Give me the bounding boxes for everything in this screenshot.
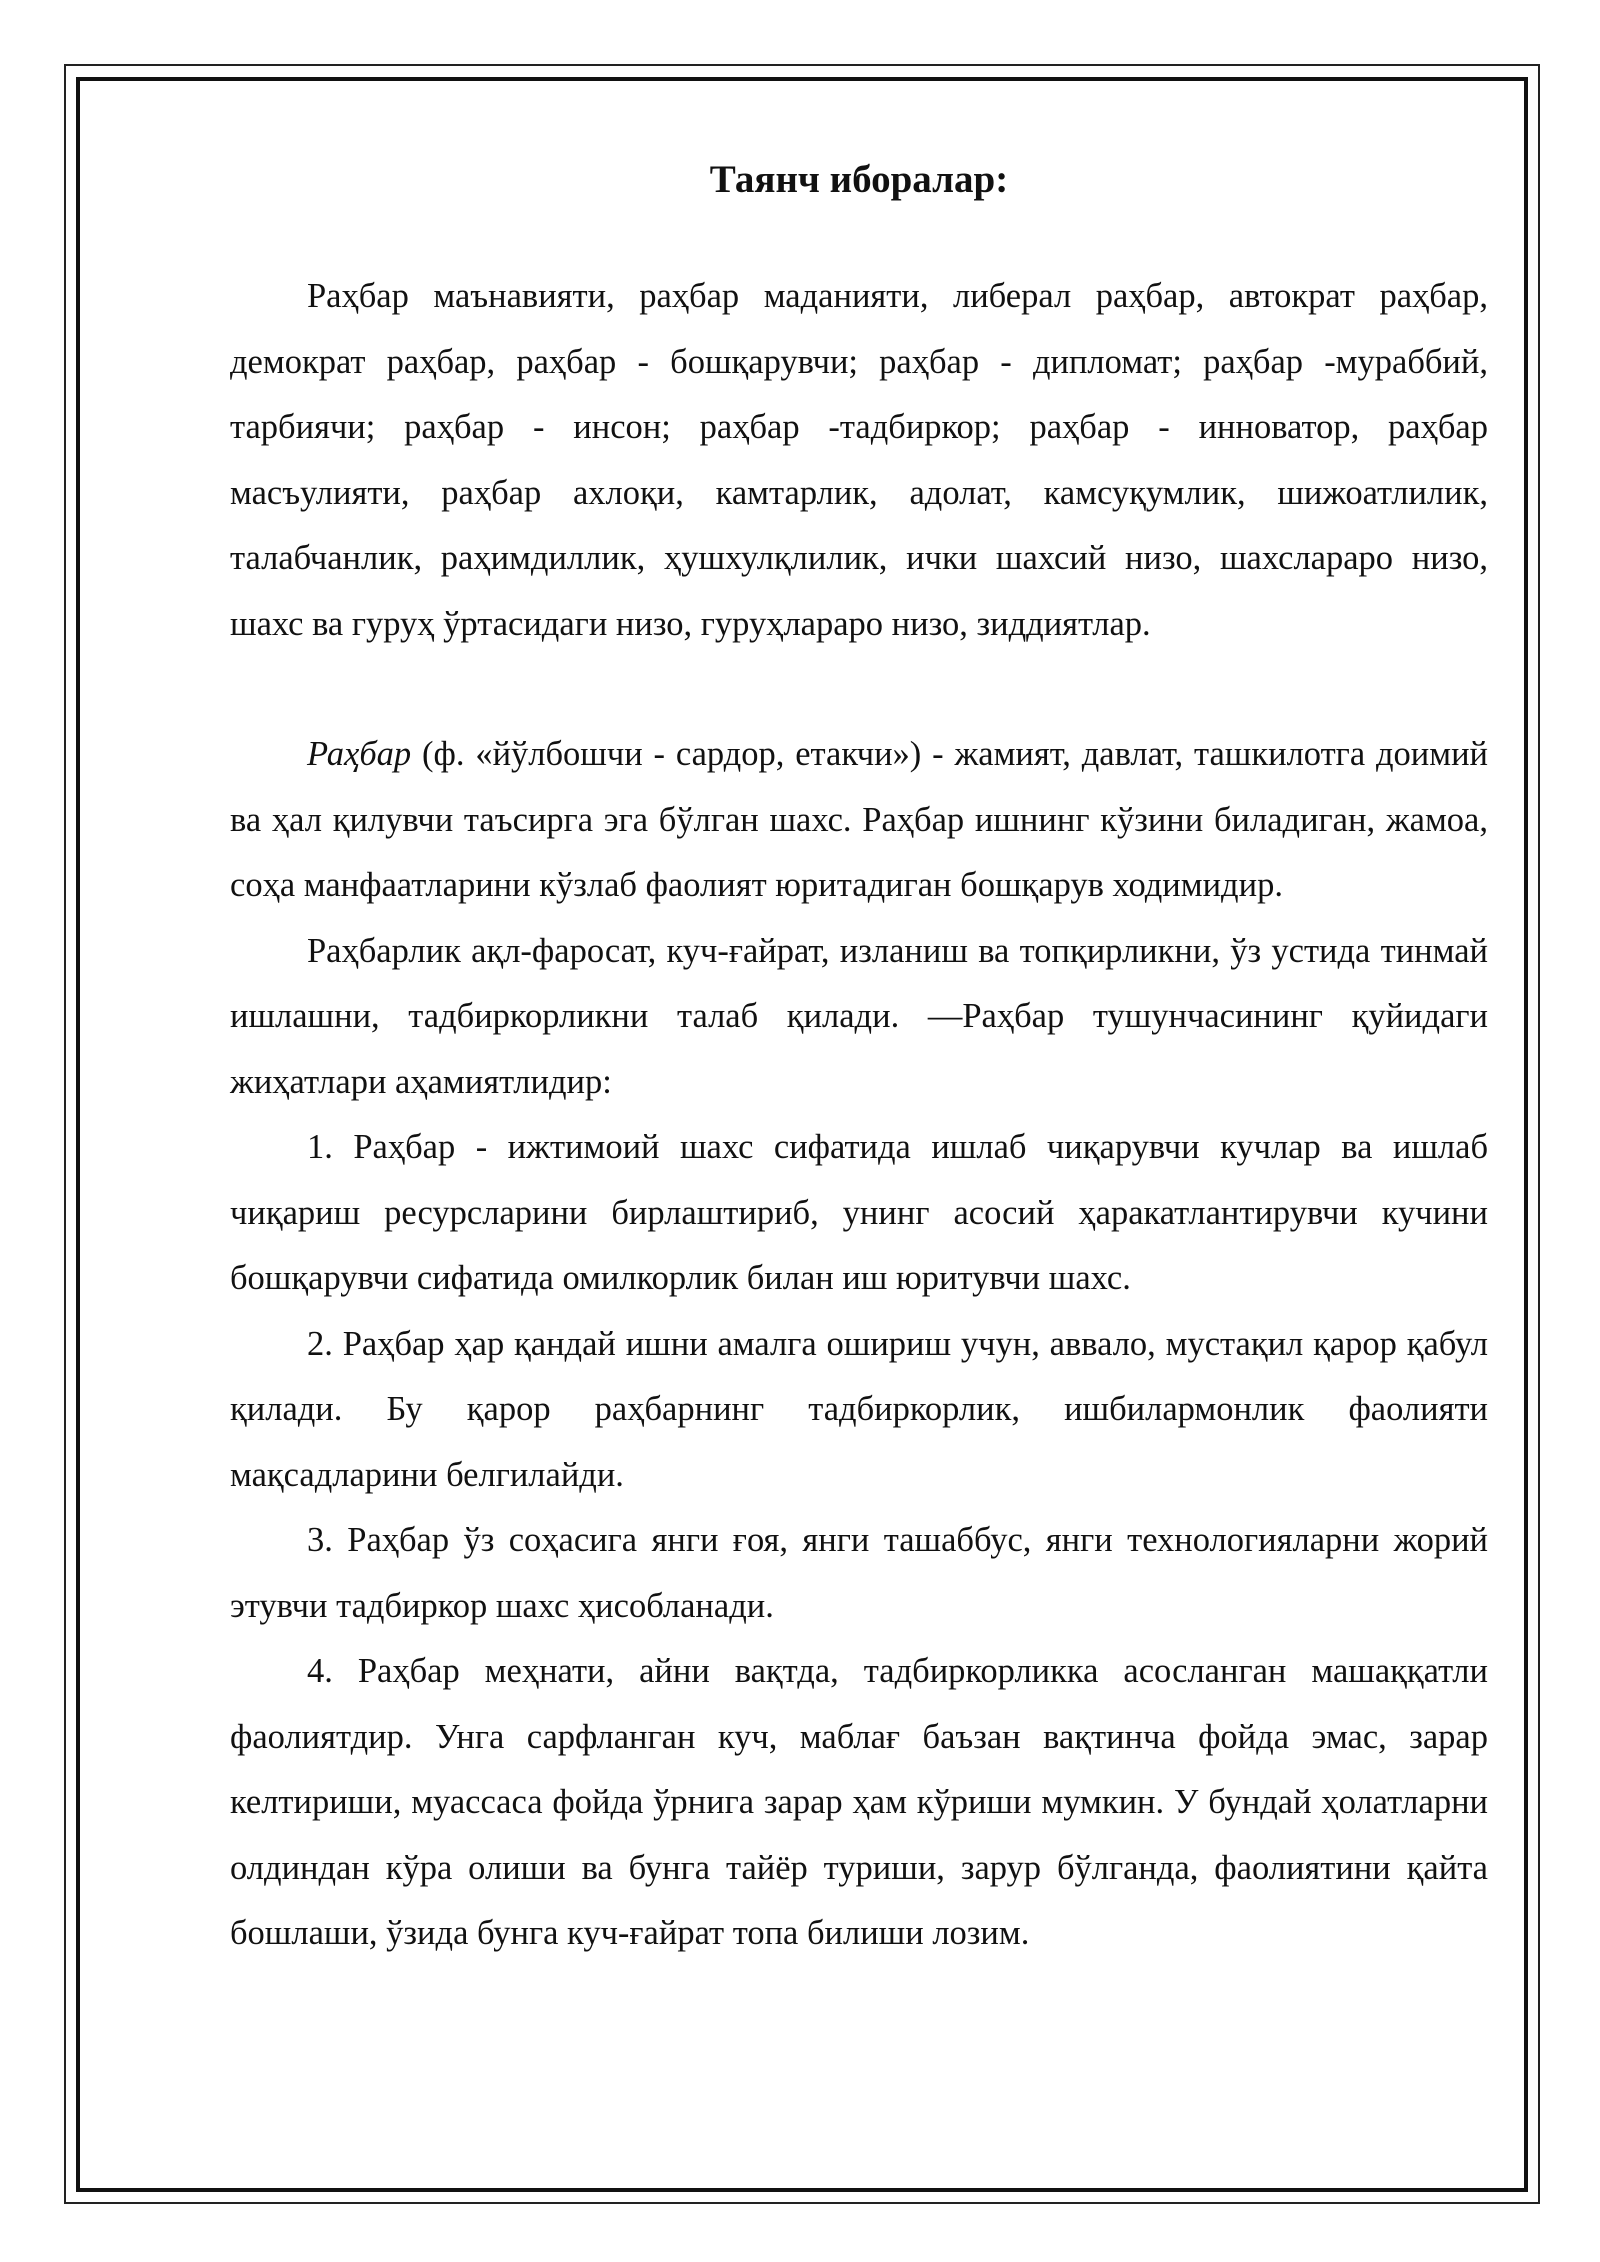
point-item-4: 4. Раҳбар меҳнати, айни вақтда, тадбиркорликка асосланган машаққатли фаолиятдир. Унга сарфланган куч, маблағ баъзан вақтинча фойда эмас, зарар келтириши, муассаса фойда ўрнига зарар ҳам кўриши мумкин. У бундай ҳолатларни олдиндан кўра олиши ва бунга тайёр туриши, зарур бўлганда, фаолиятини қайта бошлаши, ўзида бунга куч-ғайрат топа билиши лозим. — [230, 1652, 1488, 1952]
leadership-paragraph: Раҳбарлик ақл-фаросат, куч-ғайрат, изланиш ва топқирликни, ўз устида тинмай ишлашни, тадбиркорликни талаб қилади. —Раҳбар тушунчасининг қуйидаги жиҳатлари аҳамиятлидир: — [230, 931, 1488, 1101]
point-item-1: 1. Раҳбар - ижтимоий шахс сифатида ишлаб чиқарувчи кучлар ва ишлаб чиқариш ресурсларини бирлаштириб, унинг асосий ҳаракатлантирувчи кучини бошқарувчи сифатида омилкорлик билан иш юритувчи шахс. — [230, 1128, 1488, 1297]
definition-term: Раҳбар — [307, 735, 412, 773]
keywords-paragraph: Раҳбар маънавияти, раҳбар маданияти, либерал раҳбар, автократ раҳбар, демократ раҳбар, раҳбар - бошқарувчи; раҳбар - дипломат; раҳбар -мураббий, тарбиячи; раҳбар - инсон; раҳбар -тадбиркор; раҳбар - инноватор, раҳбар масъулияти, раҳбар ахлоқи, камтарлик, адолат, камсуқумлик, шижоатлилик, талабчанлик, раҳимдиллик, ҳушхулқлилик, ички шахсий низо, шахслараро низо, шахс ва гуруҳ ўртасидаги низо, гуруҳлараро низо, зиддиятлар. — [230, 277, 1488, 643]
point-item-2: 2. Раҳбар ҳар қандай ишни амалга ошириш учун, аввало, мустақил қарор қабул қилади. Бу қарор раҳбарнинг тадбиркорлик, ишбилармонлик фаолияти мақсадларини белгилайди. — [230, 1324, 1488, 1494]
document-body — [230, 140, 1488, 1967]
definition-paragraph — [230, 722, 1488, 919]
point-item-3: 3. Раҳбар ўз соҳасига янги ғоя, янги ташаббус, янги технологияларни жорий этувчи тадбиркор шахс ҳисобланади. — [230, 1521, 1488, 1625]
definition-text: (ф. «йўлбошчи - сардор, етакчи») - жамият, давлат, ташкилотга доимий ва ҳал қилувчи таъсирга эга бўлган шахс. Раҳбар ишнинг кўзини биладиган, жамоа, соҳа манфаатларини кўзлаб фаолият юритадиган бошқарув ходимидир. — [230, 735, 1488, 904]
page-title: Таянч иборалар: — [709, 158, 1009, 201]
